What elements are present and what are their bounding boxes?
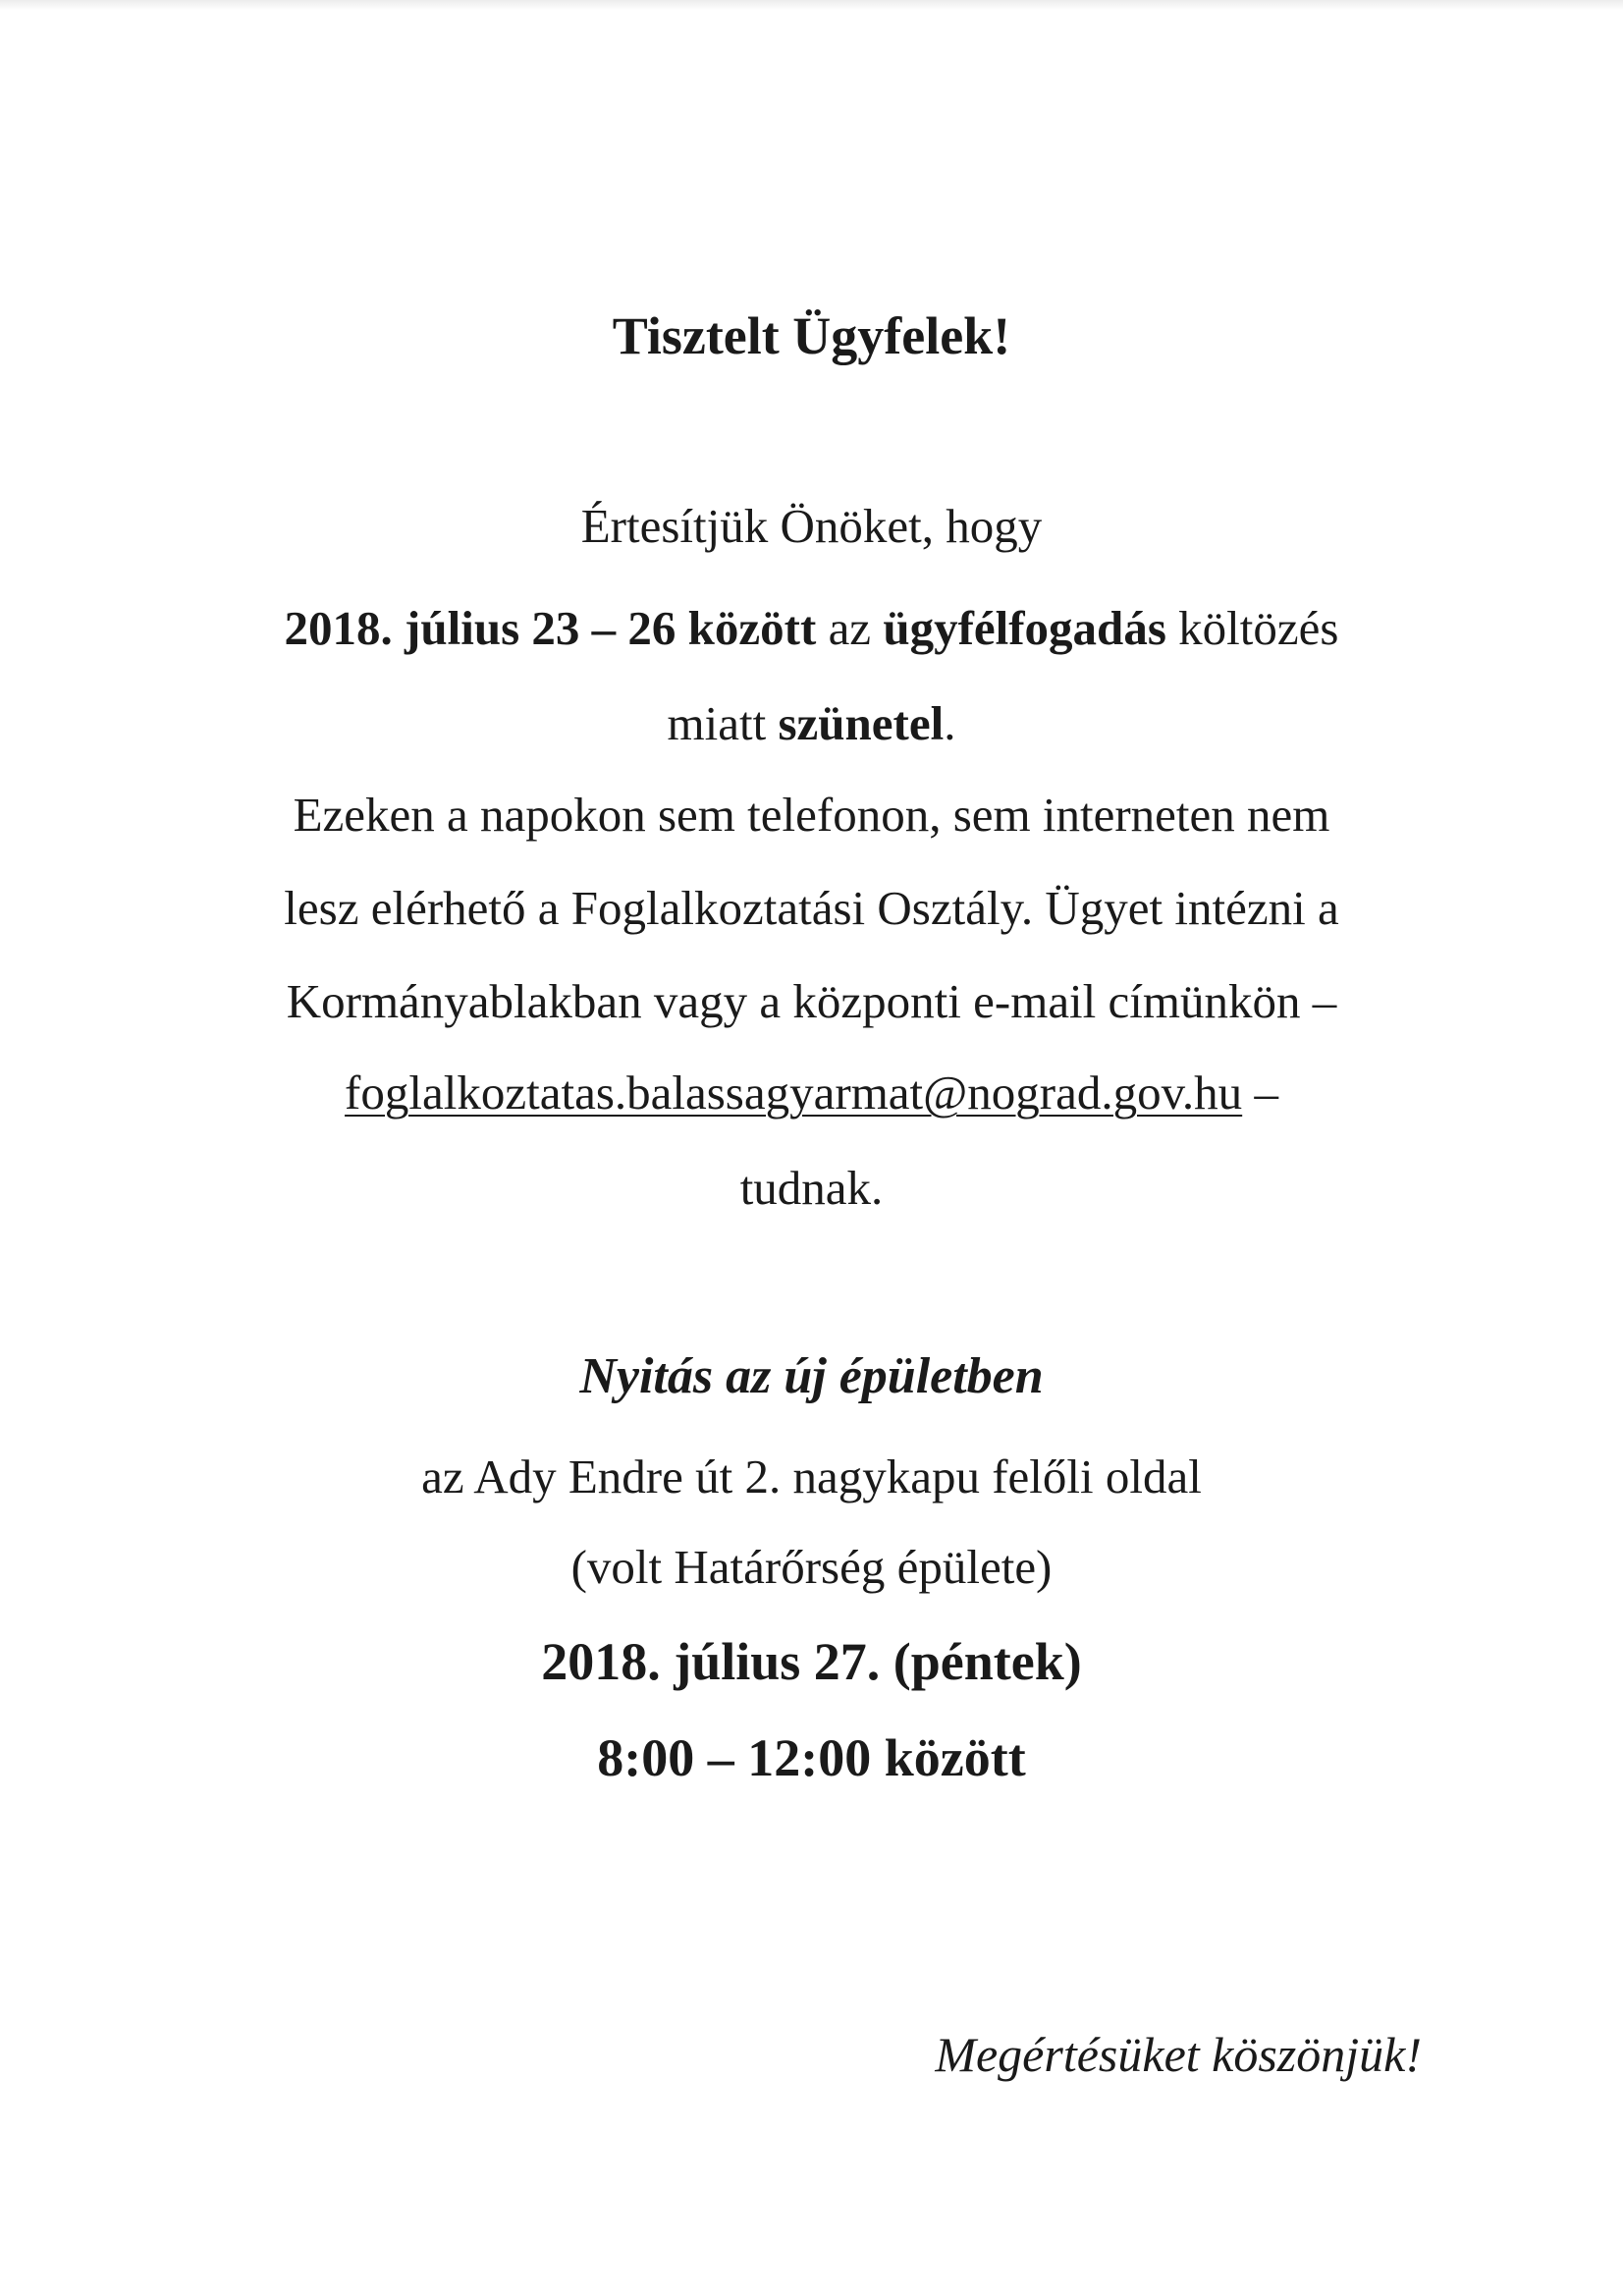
closure-dates: 2018. július 23 – 26 között [284,601,817,655]
email-link[interactable]: foglalkoztatas.balassagyarmat@nograd.gov.hu [345,1066,1243,1120]
opening-heading: Nyitás az új épületben [579,1348,1044,1404]
intro-text: Értesítjük Önöket, hogy [580,499,1043,553]
closure-subject: ügyfélfogadás [883,601,1166,655]
notice-line-2 [0,694,1623,753]
closure-status: szünetel [778,696,945,750]
scan-edge [0,0,1623,10]
page-title: Tisztelt Ügyfelek! [612,306,1011,365]
notice-line-2-end: . [944,696,956,750]
notice-line-1-mid: az [816,601,884,655]
closing-text: Megértésüket köszönjük! [935,2027,1422,2082]
info-line-3: Kormányablakban vagy a központi e-mail címünkön – [286,974,1337,1028]
email-line [0,1064,1623,1122]
opening-building: (volt Határőrség épülete) [570,1540,1053,1594]
notice-line-2-start: miatt [667,696,779,750]
opening-address: az Ady Endre út 2. nagykapu felőli oldal [421,1449,1202,1503]
notice-line-1 [0,599,1623,658]
info-line-2: lesz elérhető a Foglalkoztatási Osztály. Ügyet intézni a [284,881,1339,935]
opening-date: 2018. július 27. (péntek) [541,1632,1082,1691]
info-line-5: tudnak. [739,1161,884,1215]
info-line-1: Ezeken a napokon sem telefonon, sem interneten nem [293,788,1330,842]
email-suffix: – [1242,1066,1278,1120]
notice-line-1-end: költözés [1165,601,1339,655]
opening-hours: 8:00 – 12:00 között [597,1728,1026,1787]
